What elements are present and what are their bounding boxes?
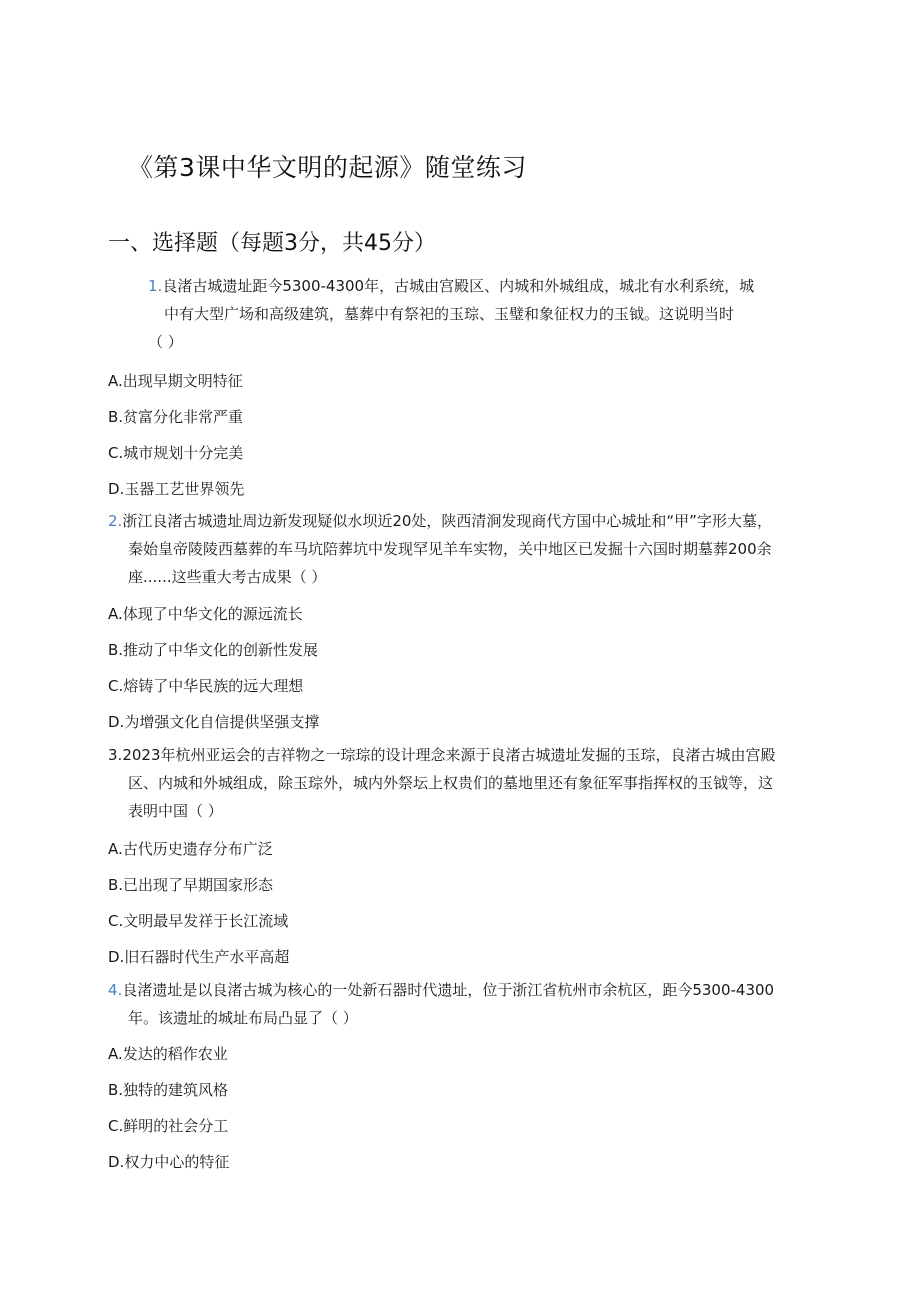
stem-line: 中有大型广场和高级建筑，墓葬中有祭祀的玉琮、玉璧和象征权力的玉钺。这说明当时	[164, 305, 735, 323]
page-title: 《第3课中华文明的起源》随堂练习	[128, 153, 527, 182]
question-1-option-c: C.城市规划十分完美	[108, 444, 244, 462]
question-3-option-c: C.文明最早发祥于长江流域	[108, 912, 289, 930]
stem-line: （ ）	[148, 333, 183, 351]
question-2-stem	[108, 507, 772, 591]
stem-line: 良渚古城遗址距今5300-4300年，古城由宫殿区、内城和外城组成，城北有水利系统，城	[162, 277, 755, 295]
stem-line: 年。该遗址的城址布局凸显了（ ）	[128, 1009, 358, 1027]
question-4-option-a: A.发达的稻作农业	[108, 1045, 228, 1063]
stem-line: 秦始皇帝陵陵西墓葬的车马坑陪葬坑中发现罕见羊车实物，关中地区已发掘十六国时期墓葬200余	[128, 540, 772, 558]
question-1-option-a: A.出现早期文明特征	[108, 372, 243, 390]
question-4-option-c: C.鲜明的社会分工	[108, 1117, 229, 1135]
question-4-option-b: B.独特的建筑风格	[108, 1081, 229, 1099]
question-3-option-a: A.古代历史遗存分布广泛	[108, 840, 273, 858]
question-number: 3.	[108, 746, 123, 764]
stem-line: 2023年杭州亚运会的吉祥物之一琮琮的设计理念来源于良渚古城遗址发掘的玉琮，良渚古城由宫殿	[122, 746, 776, 764]
question-3-option-d: D.旧石器时代生产水平高超	[108, 948, 290, 966]
stem-line: 浙江良渚古城遗址周边新发现疑似水坝近20处，陕西清涧发现商代方国中心城址和“甲”字形大墓，	[122, 512, 772, 530]
stem-line: 良渚遗址是以良渚古城为核心的一处新石器时代遗址，位于浙江省杭州市余杭区，距今5300-4300	[122, 981, 775, 999]
question-number: 1.	[148, 277, 163, 295]
stem-line: 座......这些重大考古成果（ ）	[128, 568, 327, 586]
question-1-option-d: D.玉器工艺世界领先	[108, 480, 245, 498]
stem-line: 区、内城和外城组成，除玉琮外，城内外祭坛上权贵们的墓地里还有象征军事指挥权的玉钺等，这	[128, 774, 774, 792]
question-4-stem	[108, 976, 774, 1032]
question-2-option-a: A.体现了中华文化的源远流长	[108, 605, 303, 623]
question-4-option-d: D.权力中心的特征	[108, 1153, 230, 1171]
question-3-stem	[108, 741, 776, 825]
stem-line: 表明中国（ ）	[128, 802, 223, 820]
question-2-option-b: B.推动了中华文化的创新性发展	[108, 641, 319, 659]
question-number: 2.	[108, 512, 123, 530]
question-number: 4.	[108, 981, 123, 999]
question-1-option-b: B.贫富分化非常严重	[108, 408, 244, 426]
question-2-option-c: C.熔铸了中华民族的远大理想	[108, 677, 304, 695]
question-3-option-b: B.已出现了早期国家形态	[108, 876, 274, 894]
section-heading: 一、选择题（每题3分，共45分）	[108, 231, 436, 256]
question-2-option-d: D.为增强文化自信提供坚强支撑	[108, 713, 320, 731]
question-1-stem	[148, 272, 754, 356]
